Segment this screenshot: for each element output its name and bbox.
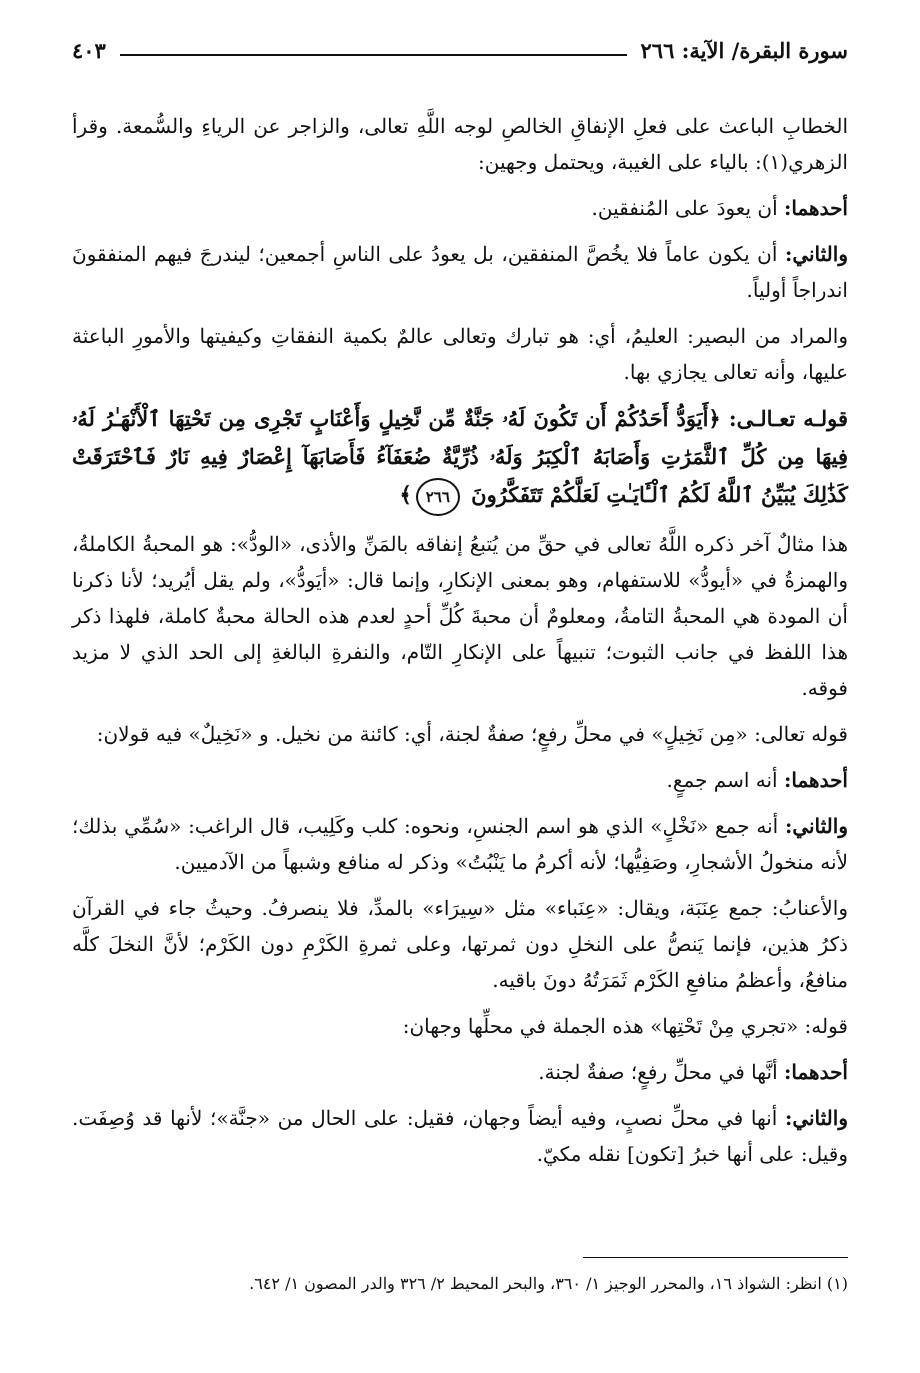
first-view-label: أحدهما:: [783, 1059, 848, 1084]
paragraph: [72, 762, 848, 798]
page-number: ٤٠٣: [72, 37, 106, 63]
footnote-divider: [583, 1257, 848, 1258]
second-view-label: والثاني:: [784, 813, 848, 838]
paragraph: والأعنابُ: جمع عِنَبَة، ويقال: «عِنَباء» مثل «سِيرَاء» بالمدِّ، فلا ينصرفُ. وحيثُ جاء في القرآن ذكرُ هذين، فإنما يَنصُّ على النخلِ دون ثمرتها، وعلى ثمرةِ الكَرْمِ دون الكَرْم؛ لأنَّ النخلَ كلَّه منافعُ، وأعظمُ منافعِ الكَرْم ثَمَرَتُهُ دونَ باقيه.: [72, 895, 848, 992]
paragraph-text: أنه اسم جمعٍ.: [666, 767, 784, 792]
page: [72, 30, 848, 1343]
footnote: (١) انظر: الشواذ ١٦، والمحرر الوجيز ١/ ٣٦٠، والبحر المحيط ٢/ ٣٢٦ والدر المصون ١/ ٦٤٢.: [249, 1274, 848, 1293]
first-view-label: أحدهما:: [783, 767, 848, 792]
verse-close: ﴾: [399, 482, 412, 507]
paragraph: الخطابِ الباعث على فعلِ الإنفاقِ الخالصِ لوجه اللَّهِ تعالى، والزاجر عن الرياءِ والسُّمعة. وقرأ الزهري(١): بالياء على الغيبة، ويحتمل وجهين:: [72, 114, 848, 174]
ayah-number-marker: ٢٦٦: [416, 478, 460, 516]
paragraph: قوله تعالى: «مِن نَخِيلٍ» في محلِّ رفعٍ؛ صفةٌ لجنة، أي: كائنة من نخيل. و «نَخِيلٌ» فيه قولان:: [96, 721, 848, 746]
paragraph-text: أنَّها في محلِّ رفعٍ؛ صفةٌ لجنة.: [538, 1059, 784, 1084]
surah-ayah-title: سورة البقرة/ الآية: ٢٦٦: [640, 37, 848, 63]
paragraph-text: أن يكون عاماً فلا يخُصَّ المنفقين، بل يعودُ على الناسِ أجمعين؛ ليندرجَ فيهم المنفقونَ اندراجاً أولياً.: [72, 242, 848, 302]
paragraph-text: أن يعودَ على المُنفقين.: [591, 196, 784, 220]
header-rule: [120, 54, 627, 56]
main-text: [72, 108, 848, 1172]
page-header: [72, 30, 848, 70]
second-view-label: والثاني:: [784, 1105, 848, 1130]
paragraph: والمراد من البصير: العليمُ، أي: هو تبارك وتعالى عالمٌ بكمية النفقاتِ وكيفيتها والأمورِ الباعثة عليها، وأنه تعالى يجازي بها.: [72, 324, 848, 384]
paragraph: [72, 1100, 848, 1172]
paragraph: قوله: «تجري مِنْ تَحْتِها» هذه الجملة في محلِّها وجهان:: [402, 1013, 848, 1038]
paragraph: هذا مثالٌ آخر ذكره اللَّهُ تعالى في حقِّ من يُتبعُ إنفاقه بالمَنِّ والأذى، «الودُّ»: هو المحبةُ الكاملةُ، والهمزةُ في «أيودُّ» للاستفهام، وهو بمعنى الإنكارِ، وإنما قال: «أيَودُّ»، ولم يقل أيُريد؛ لأنا ذكرنا أن المودة هي المحبةُ التامةُ، ومعلومٌ أن محبةَ كُلِّ أحدٍ لعدم هذه الحالة محبةٌ كاملة، فلهذا ذكر هذا اللفظ في جانب الثبوت؛ تنبيهاً على الإنكارِ التّام، والنفرةِ البالغةِ إلى الحد الذي لا مزيد فوقه.: [72, 531, 848, 700]
second-view-label: والثاني:: [784, 242, 848, 266]
paragraph: [72, 190, 848, 226]
verse-text: أَيَوَدُّ أَحَدُكُمْ أَن تَكُونَ لَهُۥ جَنَّةٌ مِّن نَّخِيلٍ وَأَعْنَابٍ تَجْرِى مِن تَحْتِهَا ٱلْأَنْهَـٰرُ لَهُۥ فِيهَا مِن كُلِّ ٱلثَّمَرَٰتِ وَأَصَابَهُ ٱلْكِبَرُ وَلَهُۥ ذُرِّيَّةٌ ضُعَفَآءُ فَأَصَابَهَآ إِعْصَارٌ فِيهِ نَارٌ فَٱحْتَرَقَتْ كَذَٰلِكَ يُبَيِّنُ ٱللَّهُ لَكُمُ ٱلْـَٔايَـٰتِ لَعَلَّكُمْ تَتَفَكَّرُونَ: [72, 406, 848, 507]
paragraph-text: أنها في محلِّ نصبٍ، وفيه أيضاً وجهان، فقيل: على الحال من «جنَّة»؛ لأنها قد وُصِفَت. وقيل: على أنها خبرُ [تكون] نقله مكيّ.: [72, 1105, 848, 1166]
paragraph: [72, 236, 848, 308]
paragraph: [72, 1054, 848, 1090]
paragraph-text: أنه جمع «نَخْلٍ» الذي هو اسم الجنسِ، ونحوه: كلب وكَلِيب، قال الراغب: «سُمِّي بذلك؛ لأنه منخولُ الأشجارِ، وصَفِيُّها؛ لأنه أكرمُ ما يَنْبُتُ» وذكر له منافع وشبهاً من الآدميين.: [72, 813, 848, 874]
quran-verse: [72, 400, 848, 516]
first-view-label: أحدهما:: [783, 196, 848, 220]
verse-intro: قولـه تعـالـى: ﴿: [708, 406, 848, 431]
paragraph: [72, 808, 848, 880]
